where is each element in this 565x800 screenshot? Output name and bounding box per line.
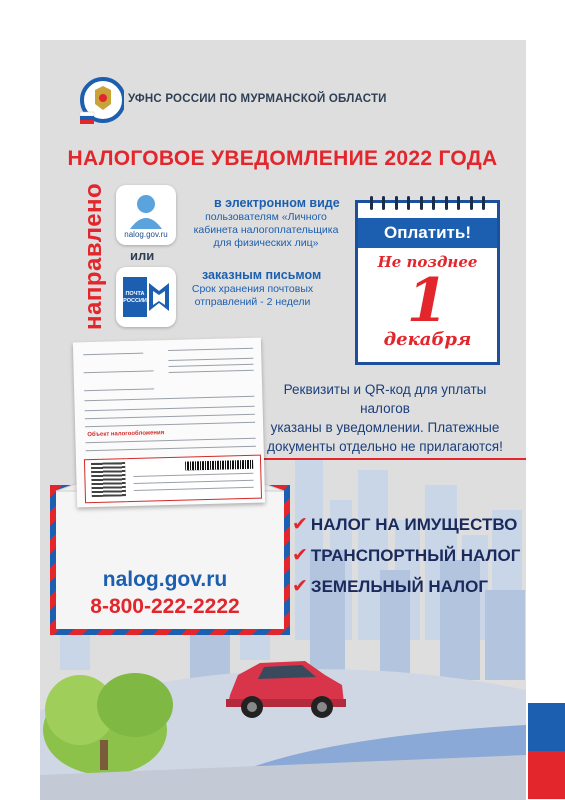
page-title: НАЛОГОВОЕ УВЕДОМЛЕНИЕ 2022 ГОДА — [67, 147, 498, 170]
electronic-desc-line: для физических лиц» — [213, 237, 319, 249]
barcode-icon — [185, 460, 253, 471]
organization-name: УФНС РОССИИ ПО МУРМАНСКОЙ ОБЛАСТИ — [128, 93, 387, 105]
flag-red-stripe — [528, 751, 565, 799]
mail-desc-line: Срок хранения почтовых — [191, 283, 314, 295]
tax-item-land — [292, 575, 520, 606]
red-divider-line — [255, 458, 526, 460]
calendar-rings — [370, 196, 485, 210]
electronic-channel-title: в электронном виде — [214, 196, 340, 210]
or-label: или — [130, 248, 155, 263]
qr-payment-block — [84, 455, 262, 504]
checkmark-icon: ✔ — [292, 545, 308, 566]
calendar-header: Оплатить! — [358, 218, 497, 248]
post-eagle-icon — [147, 277, 171, 317]
calendar-month: декабря — [383, 329, 472, 350]
calendar-subtitle: Не позднее — [377, 253, 478, 271]
russian-post-app-icon — [116, 267, 176, 327]
payment-deadline-calendar — [355, 200, 500, 365]
website-url: nalog.gov.ru — [102, 568, 228, 591]
electronic-channel-description — [186, 211, 346, 250]
personal-account-app-icon — [116, 185, 176, 245]
tax-item-transport — [292, 544, 520, 575]
tax-item-property — [292, 513, 520, 544]
mail-channel-title: заказным письмом — [202, 268, 322, 282]
requisites-line: указаны в уведомлении. Платежные — [270, 420, 500, 435]
requisites-line: документы отдельно не прилагаются! — [267, 439, 503, 454]
flag-white-stripe — [528, 655, 565, 703]
requisites-note — [265, 380, 505, 456]
post-caption-line: ПОЧТА — [125, 291, 145, 297]
post-caption-line: РОССИИ — [123, 298, 147, 304]
russian-flag-stripes — [528, 655, 565, 800]
tax-item-label: НАЛОГ НА ИМУЩЕСТВО — [310, 515, 518, 534]
qr-code-icon — [91, 462, 126, 497]
flag-blue-stripe — [528, 703, 565, 751]
car-illustration — [220, 645, 350, 725]
checkmark-icon: ✔ — [292, 514, 308, 535]
taxation-object-label: Объект налогообложения — [87, 430, 165, 439]
tax-notice-document-image — [73, 338, 265, 508]
fns-emblem-logo — [78, 76, 124, 128]
russian-post-logo-text — [123, 277, 147, 317]
calendar-day: 1 — [406, 266, 449, 336]
checkmark-icon: ✔ — [292, 576, 308, 597]
mail-channel-description — [180, 283, 325, 309]
hotline-phone: 8-800-222-2222 — [90, 595, 240, 618]
person-icon — [116, 187, 176, 233]
requisites-line: Реквизиты и QR-код для уплаты налогов — [283, 382, 487, 416]
electronic-desc-line: кабинета налогоплательщика — [193, 224, 339, 236]
mail-desc-line: отправлений - 2 недели — [194, 296, 311, 308]
sent-label-vertical: направлено — [80, 182, 107, 330]
tax-item-label: ТРАНСПОРТНЫЙ НАЛОГ — [310, 546, 521, 565]
electronic-desc-line: пользователям «Личного — [205, 211, 327, 223]
lk-icon-caption: nalog.gov.ru — [124, 230, 168, 239]
tax-types-list — [292, 513, 520, 606]
tax-item-label: ЗЕМЕЛЬНЫЙ НАЛОГ — [310, 577, 488, 596]
